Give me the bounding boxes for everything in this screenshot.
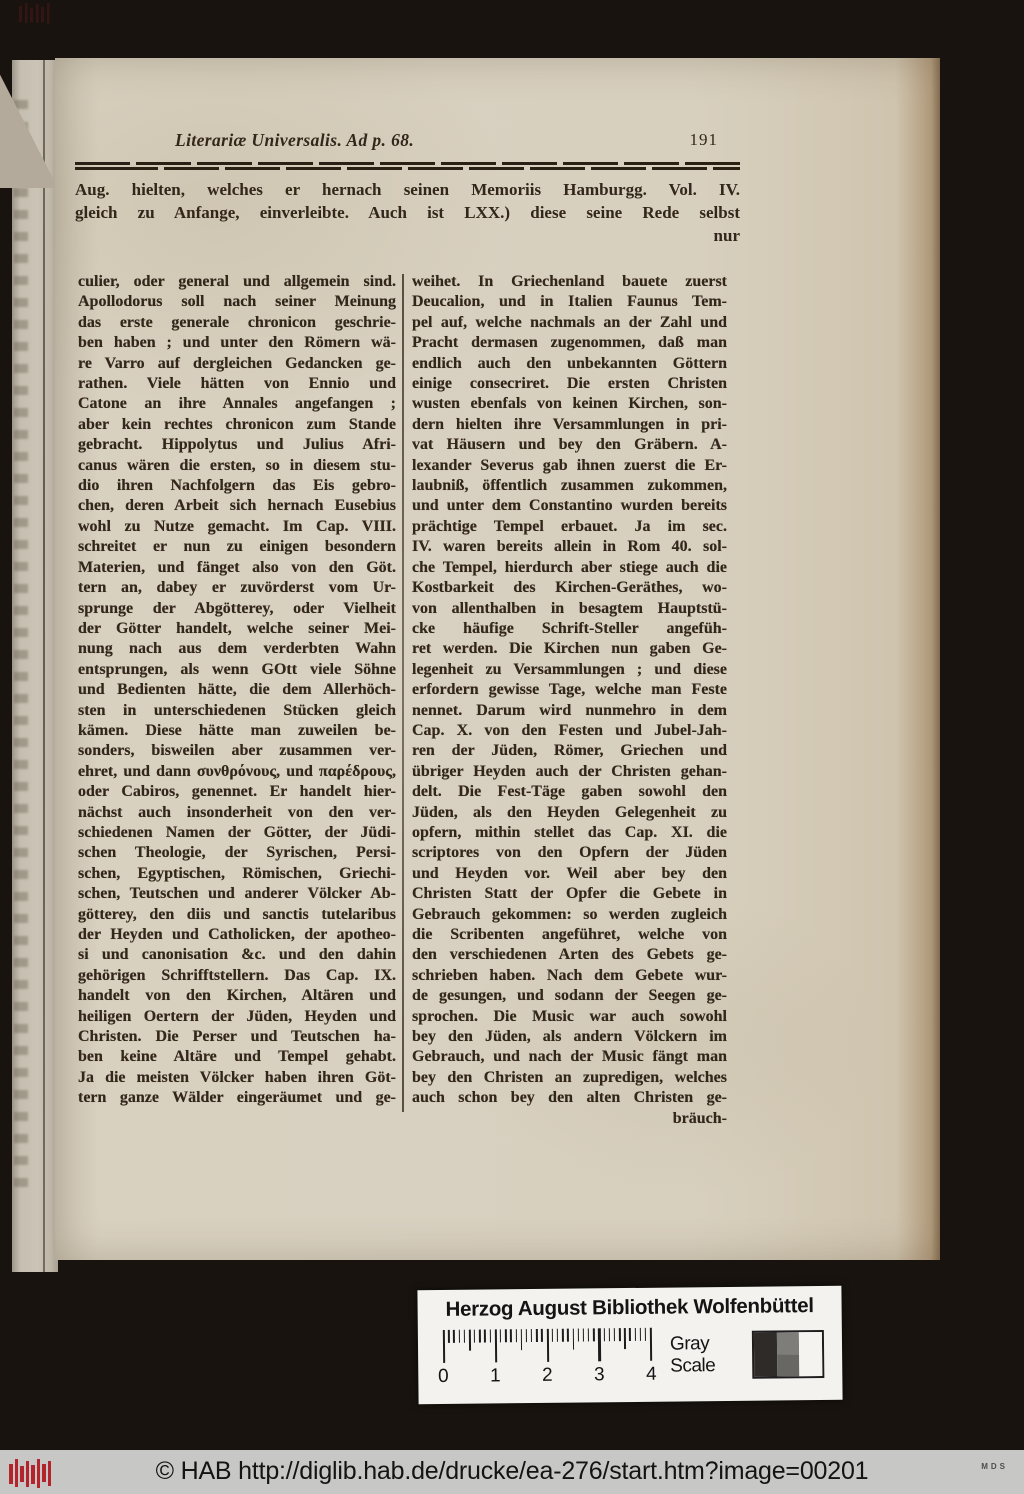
- text-line: Catone an ihre Annales angefangen ;: [78, 395, 396, 413]
- text-line: cke häufige Schrift-Steller angefüh-: [412, 619, 727, 637]
- text-line: nur: [713, 226, 740, 245]
- text-line: und unter dem Constantino wurden bereits: [412, 497, 727, 515]
- gray-scale-patches: [752, 1330, 824, 1379]
- text-line: prächtige Tempel erbauet. Ja im sec.: [412, 517, 727, 535]
- patch-gray: [777, 1332, 800, 1376]
- text-line: Deucalion, und in Italien Faunus Tem-: [412, 293, 727, 311]
- text-line: Christen Statt der Opfer die Gebete in: [412, 885, 727, 903]
- text-line: legenheit zu Versammlungen ; und diese: [412, 660, 727, 678]
- text-line: Materien, und fänget also von den Göt.: [78, 558, 396, 576]
- text-line: vat Häusern und bey den Gräbern. A-: [412, 436, 727, 454]
- text-line: sten in unterschiedenen Stücken gleich: [78, 701, 396, 719]
- text-line: einige consecriret. Die ersten Christen: [412, 375, 727, 393]
- text-line: sprochen. Die Music war auch sowohl: [412, 1007, 727, 1025]
- text-line: schrieben haben. Nach dem Gebete wur-: [412, 966, 727, 984]
- text-line: rathen. Viele hätten von Ennio und: [78, 375, 396, 393]
- page-191: [55, 58, 940, 1260]
- ruler-numbers: [437, 1363, 657, 1388]
- text-line: Jüden, als den Heyden Gelegenheit zu: [412, 803, 727, 821]
- patch-gray-light: [777, 1332, 800, 1354]
- text-line: de gesungen, und sodann der Seegen ge-: [412, 987, 727, 1005]
- insert-note-paragraph: [75, 178, 740, 247]
- text-line: und Heyden vor. Weil aber bey den: [412, 864, 727, 882]
- text-line: schen Theologie, der Syrischen, Persi-: [78, 844, 396, 862]
- text-line: nung nach aus dem verderbten Wahn: [78, 640, 396, 658]
- text-line: delt. Die Fest-Täge gaben sowohl den: [412, 783, 727, 801]
- text-line: kämen. Diese hätte man zuweilen be-: [78, 721, 396, 739]
- text-line: handelt von den Kirchen, Altären und: [78, 987, 396, 1005]
- text-line: den verschiedenen Arten des Gebets ge-: [412, 946, 727, 964]
- text-line: dern hielten ihre Versammlungen in pri-: [412, 415, 727, 433]
- text-line: erfordern gewisse Tage, welche man Feste: [412, 681, 727, 699]
- text-line: übriger Heyden auch der Christen gehan-: [412, 762, 727, 780]
- text-line: tern an, dabey er zuvörderst vom Ur-: [78, 579, 396, 597]
- text-line: Gebrauch, und nach der Music fängt man: [412, 1048, 727, 1066]
- text-line: nennet. Darum wird nunmehro in dem: [412, 701, 727, 719]
- text-line: der Heyden und Catholicken, der apotheo-: [78, 926, 396, 943]
- header-double-rule: [75, 162, 740, 172]
- red-color-mark-top-icon: [18, 2, 54, 26]
- column-divider-rule: [402, 274, 404, 1112]
- copyright-url-text: © HAB http://diglib.hab.de/drucke/ea-276/start.htm?image=00201: [155, 1457, 869, 1485]
- text-line: die Scribenten angeführet, welche von: [412, 926, 727, 943]
- book-page-edges: [12, 60, 58, 1272]
- text-line: si und canonisation &c. und den dahin: [78, 946, 396, 964]
- text-line: IV. waren bereits allein in Rom 40. sol-: [412, 538, 727, 556]
- text-line: endlich auch den unbekannten Göttern: [412, 354, 727, 372]
- library-name: Herzog August Bibliothek Wolfenbüttel: [445, 1294, 814, 1321]
- text-line: schiedenen Namen der Götter, der Jüdi-: [78, 823, 396, 841]
- text-line: ren der Jüden, Römer, Griechen und: [412, 742, 727, 760]
- text-line: re Varro auf dergleichen Gedancken ge-: [78, 354, 396, 372]
- text-line: schen, Teutschen und anderer Völcker Ab-: [78, 885, 396, 903]
- text-line: weihet. In Griechenland bauete zuerst: [412, 273, 727, 290]
- text-line: lexander Severus gab ihnen zuerst die Er-: [412, 456, 727, 474]
- patch-black: [754, 1332, 777, 1376]
- patch-white: [799, 1332, 822, 1376]
- text-line: tern ganze Wälder eingeräumet und ge-: [78, 1089, 396, 1107]
- text-line: schen, Egyptischen, Römischen, Griechi-: [78, 864, 396, 882]
- library-scale-label: [417, 1286, 842, 1404]
- text-line: Aug. hielten, welches er hernach seinen Memoriis Hamburgg. Vol. IV.: [75, 180, 740, 199]
- text-line: heiligen Oertern der Jüden, Heyden und: [78, 1007, 396, 1025]
- text-line: gleich zu Anfange, einverleibte. Auch ist LXX.) diese seine Rede selbst: [75, 203, 740, 222]
- text-line: Gebrauch gekommen: so werden zugleich: [412, 905, 727, 923]
- text-line: und Bedienten hätte, die dem Allerhöch-: [78, 681, 396, 699]
- text-line: pel auf, welche nachmals an der Zahl und: [412, 313, 727, 331]
- text-line: Ja die meisten Völcker haben ihren Göt-: [78, 1068, 396, 1086]
- text-line: bey den Jüden, als andern Völckern im: [412, 1028, 727, 1046]
- text-line: entsprungen, als wenn GOtt viele Söhne: [78, 660, 396, 678]
- text-line: wohl zu Nutze gemacht. Im Cap. VIII.: [78, 517, 396, 535]
- text-line: aber kein rechtes chronicon zum Stande: [78, 415, 396, 433]
- text-line: ben haben ; und unter den Römern wä-: [78, 334, 396, 352]
- page-number: 191: [689, 130, 718, 149]
- text-line: wusten ebenfals von keinen Kirchen, son-: [412, 395, 727, 413]
- text-line: Pracht dermasen zugenommen, daß man: [412, 334, 727, 352]
- right-text-column: [412, 272, 727, 1129]
- text-line: sonders, bisweilen aber zusammen ver-: [78, 742, 396, 760]
- text-line: nächst auch insonderheit von den ver-: [78, 803, 396, 821]
- corner-code-text: MDS: [981, 1462, 1008, 1471]
- text-line: der Götter handelt, welche seiner Mei-: [78, 619, 396, 637]
- footer-bar: [0, 1450, 1024, 1494]
- text-line: sprunge der Abgötterey, oder Vielheit: [78, 599, 396, 617]
- text-line: ehret, und dann συνθρόνους, und παρέδρους,: [78, 762, 396, 780]
- text-line: dio ihren Nachfolgern das Eis gebro-: [78, 477, 396, 495]
- patch-gray-dark: [777, 1354, 800, 1376]
- text-line: ret werden. Die Kirchen nun gaben Ge-: [412, 640, 727, 658]
- text-line: götterey, den diis und sanctis tutelaribus: [78, 905, 396, 923]
- text-line: bey den Christen an zupredigen, welches: [412, 1068, 727, 1086]
- text-line: oder Cabiros, genennet. Er handelt hier-: [78, 783, 396, 801]
- catchword: bräuch-: [672, 1109, 727, 1127]
- text-line: von allenthalben in besagtem Hauptstü-: [412, 599, 727, 617]
- text-line: auch schon bey den alten Christen ge-: [412, 1089, 727, 1107]
- text-block: [75, 58, 740, 1260]
- gray-scale-caption: Gray Scale: [669, 1333, 716, 1377]
- text-line: opfern, mithin stellet das Cap. XI. die: [412, 823, 727, 841]
- text-line: gehörigen Schrifftstellern. Das Cap. IX.: [78, 966, 396, 984]
- text-line: Apollodorus soll nach seiner Meinung: [78, 293, 396, 311]
- text-line: laubniß, öffentlich zusammen zukommen,: [412, 477, 727, 495]
- text-line: Christen. Die Perser und Teutschen ha-: [78, 1028, 396, 1046]
- page-edge-line: [43, 60, 45, 1272]
- text-line: das erste generale chronicon geschrie-: [78, 313, 396, 331]
- showthrough-text-texture: [14, 100, 28, 1200]
- left-text-column: [78, 272, 396, 1109]
- text-line: schreitet er nun zu einigen besondern: [78, 538, 396, 556]
- text-line: Kostbarkeit des Kirchen-Geräthes, wo-: [412, 579, 727, 597]
- text-line: chen, deren Arbeit sich hernach Eusebius: [78, 497, 396, 515]
- text-line: che Tempel, hierdurch aber stiege auch die: [412, 558, 727, 576]
- text-line: canus wären die ersten, so in diesem stu-: [78, 456, 396, 474]
- text-line: Cap. X. von den Festen und Jubel-Jah-: [412, 721, 727, 739]
- running-title: Literariæ Universalis. Ad p. 68.: [175, 130, 415, 150]
- text-line: ben keine Altäre und Tempel gehabt.: [78, 1048, 396, 1066]
- text-line: scriptores von den Opfern der Jüden: [412, 844, 727, 862]
- text-line: gebracht. Hippolytus und Julius Afri-: [78, 436, 396, 454]
- text-line: culier, oder general und allgemein sind.: [78, 273, 396, 290]
